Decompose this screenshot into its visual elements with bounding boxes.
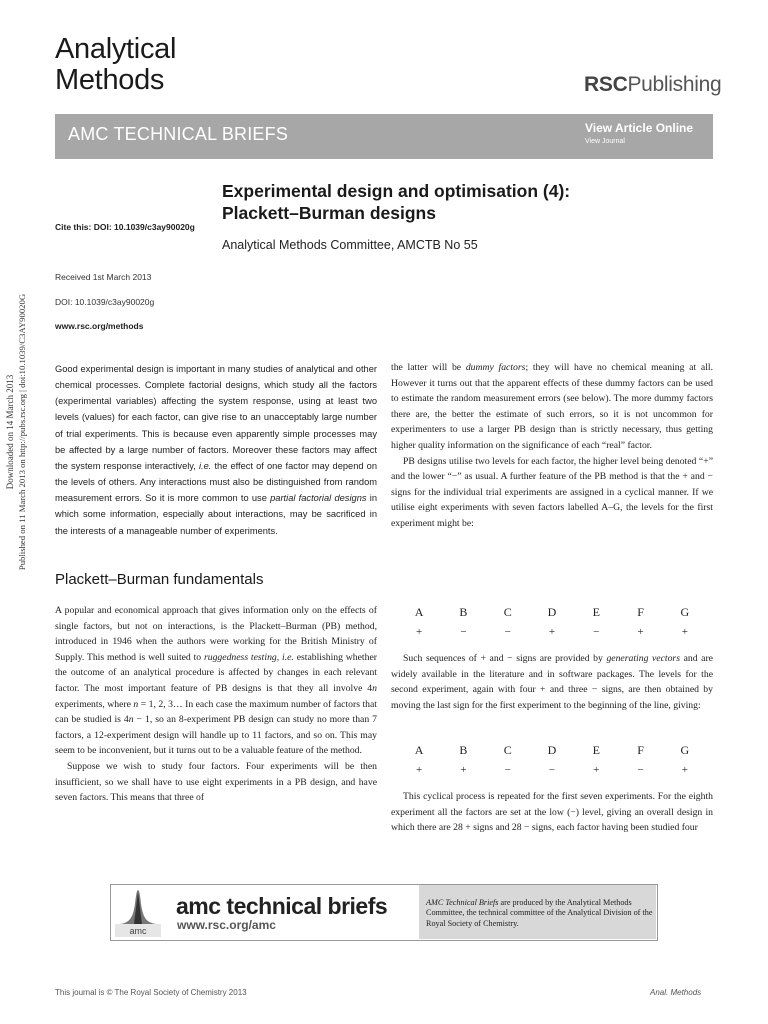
text: Such sequences of + and − signs are provided by bbox=[403, 653, 607, 664]
text: , bbox=[276, 651, 283, 663]
italic-text: ruggedness testing bbox=[203, 651, 277, 663]
text: and are widely available in the literature and in software packages. The levels for the second experiment, again with four + and three − signs, are then obtained by moving the last sign for the first experiment to the beginning of the line, giving: bbox=[391, 653, 713, 711]
publisher-rsc: RSC bbox=[584, 73, 628, 96]
abstract-text: the effect of one factor may depend on the levels of others. Any interactions must also be distinguished from random measurement errors. So it is more common to use bbox=[55, 460, 377, 504]
factor-letter: D bbox=[547, 605, 557, 619]
website-link[interactable]: www.rsc.org/methods bbox=[55, 321, 144, 331]
sign-cell: + bbox=[460, 764, 467, 776]
paragraph: This cyclical process is repeated for the first seven experiments. For the eighth experiment all the factors are set at the low (−) level, giving an overall design in which there are 28 + signs and 28 − signs, each factor having been studied four bbox=[391, 791, 713, 834]
sign-cell: + bbox=[548, 626, 556, 638]
banner-title: AMC TECHNICAL BRIEFS bbox=[68, 124, 289, 144]
text: establishing whether the outcome of an analytical procedure is affected by changes in each relevant factor. The most important feature of PB designs is that they all involve 4 bbox=[55, 651, 377, 694]
sign-cell: + bbox=[593, 764, 600, 776]
side-download-text: Downloaded on 14 March 2013 bbox=[5, 374, 15, 490]
italic-text: generating vectors bbox=[606, 653, 680, 664]
right-column-body-middle bbox=[391, 651, 713, 713]
right-column-body-bottom bbox=[391, 789, 713, 836]
factor-letter: G bbox=[680, 605, 690, 619]
text: experiments, where bbox=[55, 698, 134, 710]
abstract-italic: partial factorial designs bbox=[270, 493, 367, 504]
sign-cell: + bbox=[416, 764, 423, 776]
publisher-rest: Publishing bbox=[627, 73, 722, 96]
italic-text: n bbox=[372, 682, 377, 694]
section-heading: Plackett–Burman fundamentals bbox=[55, 571, 264, 588]
amc-name: amc technical briefs bbox=[176, 893, 388, 919]
amc-note-italic: AMC Technical Briefs bbox=[426, 898, 499, 907]
article-title: Experimental design and optimisation (4): Plackett–Burman designs bbox=[222, 181, 571, 223]
sign-cell: − bbox=[593, 626, 600, 638]
amc-logo bbox=[113, 886, 163, 937]
amc-url-link[interactable]: www.rsc.org/amc bbox=[177, 918, 276, 932]
journal-title-line1: Analytical bbox=[55, 33, 177, 65]
text: the latter will be bbox=[391, 362, 466, 373]
side-publish-note bbox=[12, 262, 32, 602]
received-date: Received 1st March 2013 bbox=[55, 272, 152, 282]
journal-title-line2: Methods bbox=[55, 64, 165, 96]
view-article-online-link[interactable]: View Article Online bbox=[585, 121, 694, 135]
factor-letter: F bbox=[637, 743, 644, 757]
factor-letter: C bbox=[503, 743, 512, 757]
text: = 1, 2, 3… In each case the maximum number of factors that can be studied is 4 bbox=[55, 698, 377, 726]
amc-logo-icon bbox=[113, 886, 163, 937]
sign-cell: − bbox=[504, 764, 511, 776]
sign-cell: − bbox=[460, 626, 467, 638]
paragraph bbox=[55, 603, 377, 759]
italic-text: n bbox=[133, 698, 139, 710]
abstract-ie: i.e. bbox=[198, 460, 212, 471]
paragraph: Suppose we wish to study four factors. Four experiments will be then insufficient, so we shall have to use eight experiments in a PB design, and have seven factors. This means that three of bbox=[55, 760, 377, 804]
journal-title bbox=[55, 34, 176, 96]
sign-table-1 bbox=[391, 605, 713, 638]
sign-cell: + bbox=[637, 626, 644, 638]
factor-letter: G bbox=[680, 743, 690, 757]
factor-letter: E bbox=[592, 743, 600, 757]
paragraph: PB designs utilise two levels for each factor, the higher level being denoted “+” and the lower “−” as usual. A further feature of the PB method is that the + and − signs for the individual trial experiments are assigned in a cyclical manner. If we utilise eight experiments with seven factors labelled A–G, the levels for the first experiment might be: bbox=[391, 455, 713, 529]
footer-copyright: This journal is © The Royal Society of Chemistry 2013 bbox=[55, 988, 247, 997]
sign-cell: + bbox=[416, 626, 423, 638]
amc-note-text: are produced by the Analytical Methods Committee, the technical committee of the Analytical Division of the Royal Society of Chemistry. bbox=[426, 898, 653, 928]
italic-text: dummy factors bbox=[465, 362, 526, 373]
italic-text: n bbox=[128, 714, 134, 726]
factor-letter: A bbox=[414, 743, 424, 757]
side-publish-text: Published on 11 March 2013 on http://pubs.rsc.org | doi:10.1039/C3AY90020G bbox=[17, 293, 27, 571]
view-journal-link[interactable]: View Journal bbox=[585, 138, 625, 145]
sign-row bbox=[391, 764, 713, 776]
paragraph bbox=[391, 651, 713, 713]
abstract-text: Good experimental design is important in many studies of analytical and other chemical processes. Complete factorial designs, which study all the factors (experimental variables) affecting the system response, using at least two levels (values) for each factor, can give rise to an unacceptably large number of trial experiments. This is because even apparently simple processes may be affected by a large number of factors. Moreover these factors may affect the system response interactively, bbox=[55, 364, 377, 471]
cite-line: Cite this: DOI: 10.1039/c3ay90020g bbox=[55, 222, 195, 232]
factor-letters-row bbox=[391, 743, 713, 758]
sign-cell: − bbox=[504, 626, 511, 638]
factor-letter: E bbox=[592, 605, 600, 619]
factor-letters-row bbox=[391, 605, 713, 620]
sign-cell: − bbox=[637, 764, 644, 776]
left-column-body bbox=[55, 603, 377, 806]
sign-cell: + bbox=[681, 626, 688, 638]
sign-table-2 bbox=[391, 743, 713, 776]
text: − 1, so an 8-experiment PB design can study no more than 7 factors, a 12-experiment design will handle up to 11 factors, and so on. This may seem to be inconvenient, but it turns out to be a valuable feature of the method. bbox=[55, 714, 377, 757]
text: A popular and economical approach that gives information only on the effects of single factors, but not on interactions, is the Plackett–Burman (PB) method, introduced in 1946 when the authors were working for the British Ministry of Supply. This method is well suited to bbox=[55, 605, 377, 663]
factor-letter: D bbox=[547, 743, 557, 757]
italic-text: i.e. bbox=[282, 651, 294, 663]
amc-note bbox=[426, 898, 654, 929]
factor-letter: B bbox=[459, 743, 468, 757]
factor-letter: C bbox=[503, 605, 512, 619]
footer-journal: Anal. Methods bbox=[650, 988, 702, 997]
abstract bbox=[55, 361, 377, 539]
sign-cell: − bbox=[548, 764, 556, 776]
factor-letter: B bbox=[459, 605, 468, 619]
factor-letter: A bbox=[414, 605, 424, 619]
abstract-text: in which some information, especially about interactions, may be sacrificed in the interests of a manageable number of experiments. bbox=[55, 493, 377, 536]
factor-letter: F bbox=[637, 605, 644, 619]
article-authors: Analytical Methods Committee, AMCTB No 55 bbox=[222, 238, 478, 252]
sign-row bbox=[391, 626, 713, 638]
publisher-logo bbox=[584, 73, 721, 97]
doi-line: DOI: 10.1039/c3ay90020g bbox=[55, 297, 155, 307]
text: ; they will have no chemical meaning at all. However it turns out that the apparent effects of these dummy factors can be used to estimate the random measurement errors (see below). The more dummy factors there are, the better the estimate of such errors, so it is not uncommon for experimenters to use a larger PB design than is strictly necessary, thus getting higher quality information on the significance of each “real” factor. bbox=[391, 362, 713, 451]
paragraph bbox=[391, 360, 713, 454]
right-column-body-top bbox=[391, 360, 713, 532]
amc-logo-text: amc bbox=[129, 926, 147, 936]
sign-cell: + bbox=[681, 764, 688, 776]
